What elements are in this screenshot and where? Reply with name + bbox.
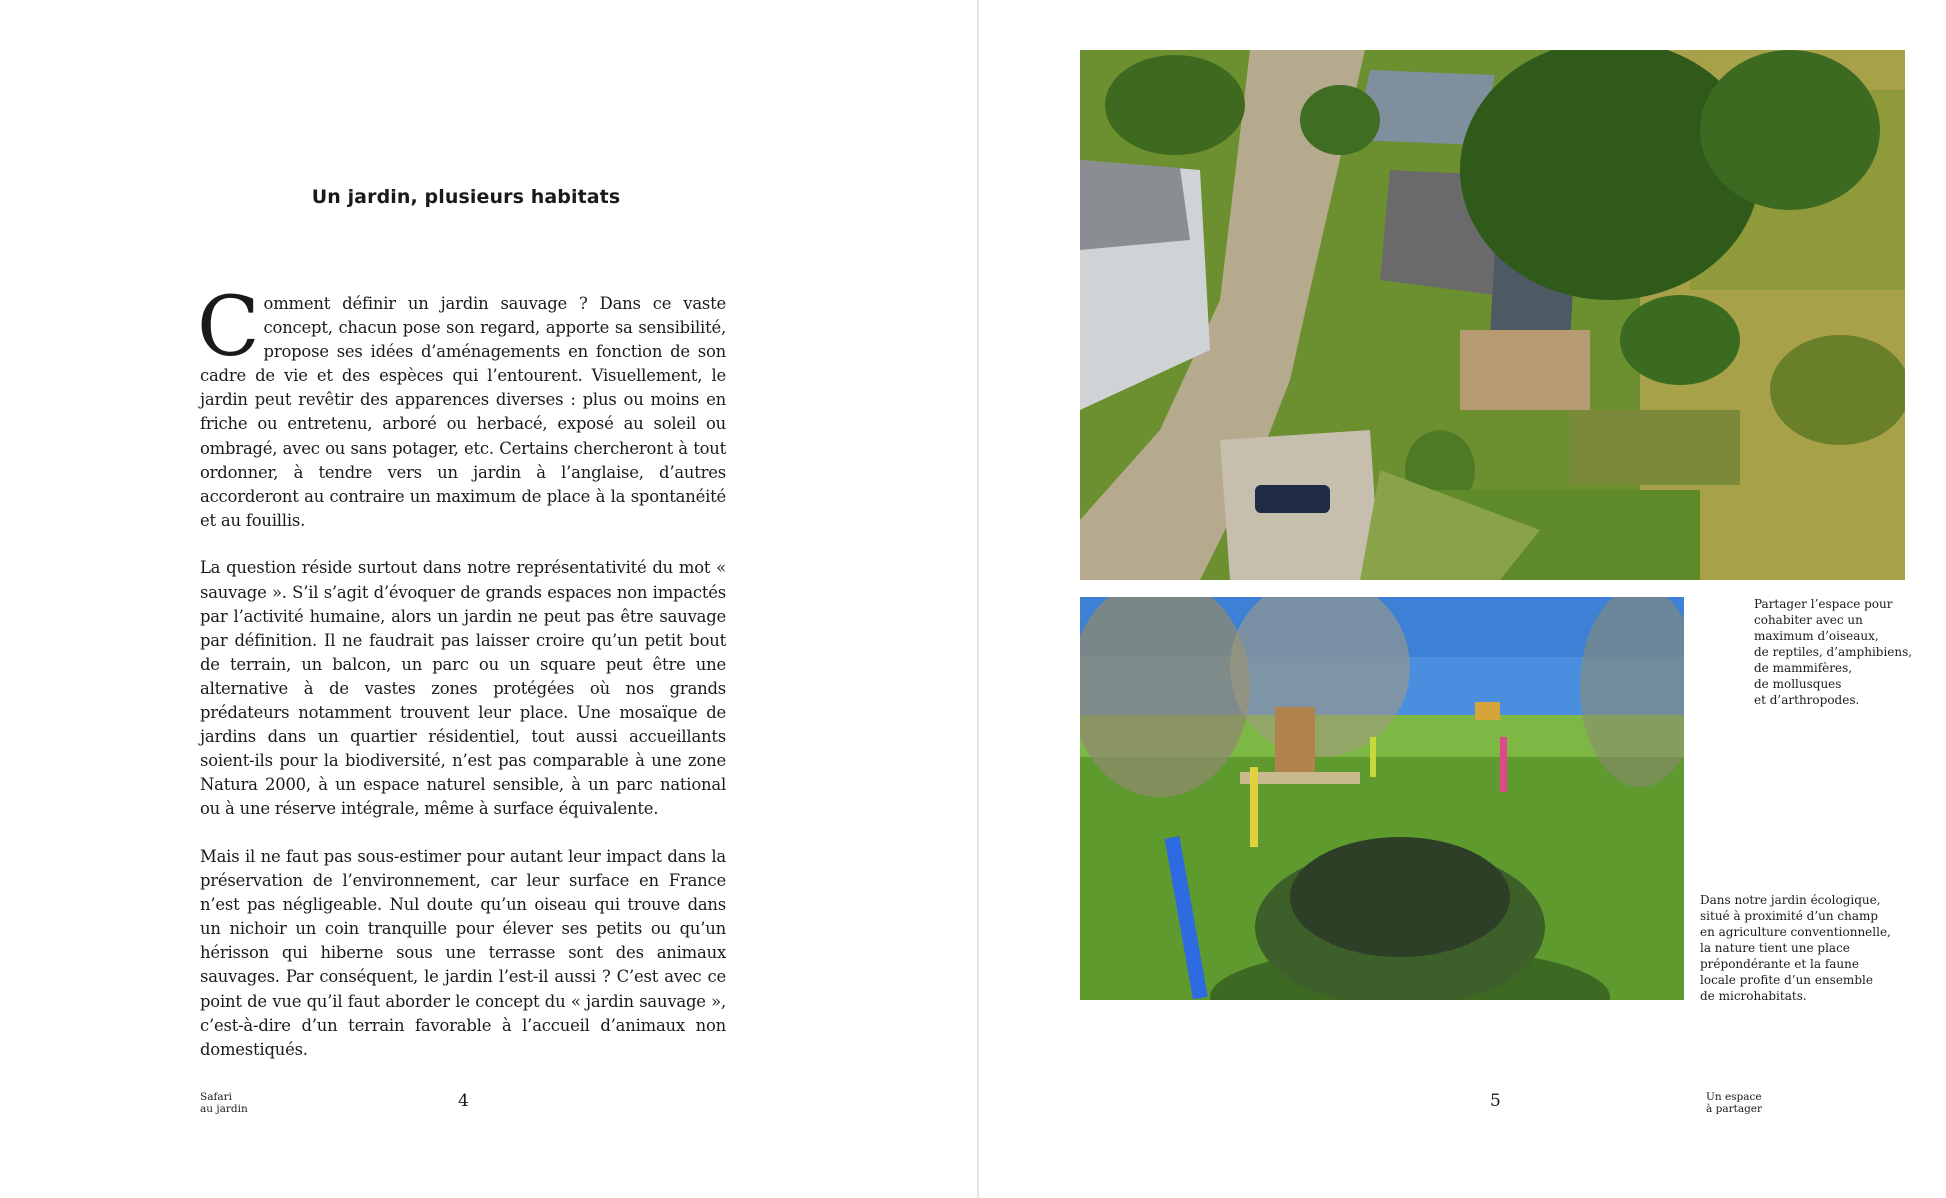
caption-line: Dans notre jardin écologique,: [1700, 893, 1881, 907]
aerial-garden-photo: [1080, 50, 1905, 580]
running-head-line: Safari: [200, 1091, 232, 1103]
right-page: [979, 0, 1946, 1198]
caption-top: [1754, 596, 1912, 708]
pond-photo-illustration: [1080, 597, 1684, 1000]
body-text: [197, 280, 726, 1085]
caption-line: Partager l’espace pour: [1754, 597, 1893, 611]
paragraph-1-text: omment définir un jardin sauvage ? Dans ce vaste concept, chacun pose son regard, apporte sa sensibilité, propose ses idées d’aménagements en fonction de son cadre de vie et des espèces qui l’entourent. Visuellement, le jardin peut revêtir des apparences diverses : plus ou moins en friche ou entretenu, arboré ou herbacé, exposé au soleil ou ombragé, avec ou sans potager, etc. Certains chercheront à tout ordonner, à tendre vers un jardin à l’anglaise, d’autres accorderont au contraire un maximum de place à la spontanéité et au fouillis.: [200, 294, 726, 530]
caption-line: de reptiles, d’amphibiens,: [1754, 645, 1913, 659]
caption-line: et d’arthropodes.: [1754, 693, 1860, 707]
running-head-right: [1706, 1091, 1762, 1115]
running-head-line: au jardin: [200, 1103, 248, 1115]
aerial-photo-illustration: [1080, 50, 1905, 580]
caption-line: situé à proximité d’un champ: [1700, 909, 1879, 923]
caption-bottom: [1700, 892, 1891, 1004]
caption-line: prépondérante et la faune: [1700, 957, 1859, 971]
paragraph-1: [197, 280, 726, 533]
caption-line: la nature tient une place: [1700, 941, 1850, 955]
running-head-left: [200, 1091, 248, 1115]
caption-line: de mammifères,: [1754, 661, 1853, 675]
page-number-left: 4: [458, 1091, 469, 1111]
paragraph-2: La question réside surtout dans notre représentativité du mot « sauvage ». S’il s’agit d’évoquer de grands espaces non impactés par l’activité humaine, alors un jardin ne peut pas être sauvage par définition. Il ne faudrait pas laisser croire qu’un petit bout de terrain, un balcon, un parc ou un square peut être une alternative à de vastes zones protégées où nos grands prédateurs notamment trouvent leur place. Une mosaïque de jardins dans un quartier résidentiel, tout aussi accueillants soient-ils pour la biodiversité, n’est pas comparable à une zone Natura 2000, à un espace naturel sensible, à un parc national ou à une réserve intégrale, même à surface équivalente.: [200, 558, 726, 819]
caption-line: cohabiter avec un: [1754, 613, 1863, 627]
pond-garden-photo: [1080, 597, 1684, 1000]
running-head-line: Un espace: [1706, 1091, 1762, 1103]
page-number-right: 5: [1490, 1091, 1501, 1111]
running-head-line: à partager: [1706, 1103, 1763, 1115]
caption-line: en agriculture conventionnelle,: [1700, 925, 1891, 939]
caption-line: locale profite d’un ensemble: [1700, 973, 1873, 987]
caption-line: de mollusques: [1754, 677, 1842, 691]
section-heading: Un jardin, plusieurs habitats: [311, 186, 621, 208]
paragraph-3: Mais il ne faut pas sous-estimer pour autant leur impact dans la préservation de l’environnement, car leur surface en France n’est pas négligeable. Nul doute qu’un oiseau qui trouve dans un nichoir un coin tranquille pour élever ses petits ou qu’un hérisson qui hiberne sous une terrasse sont des animaux sauvages. Par conséquent, le jardin l’est-il aussi ? C’est avec ce point de vue qu’il faut aborder le concept du « jardin sauvage », c’est-à-dire d’un terrain favorable à l’accueil d’animaux non domestiqués.: [200, 846, 726, 1059]
caption-line: de microhabitats.: [1700, 989, 1807, 1003]
drop-cap: C: [197, 280, 260, 375]
caption-line: maximum d’oiseaux,: [1754, 629, 1879, 643]
